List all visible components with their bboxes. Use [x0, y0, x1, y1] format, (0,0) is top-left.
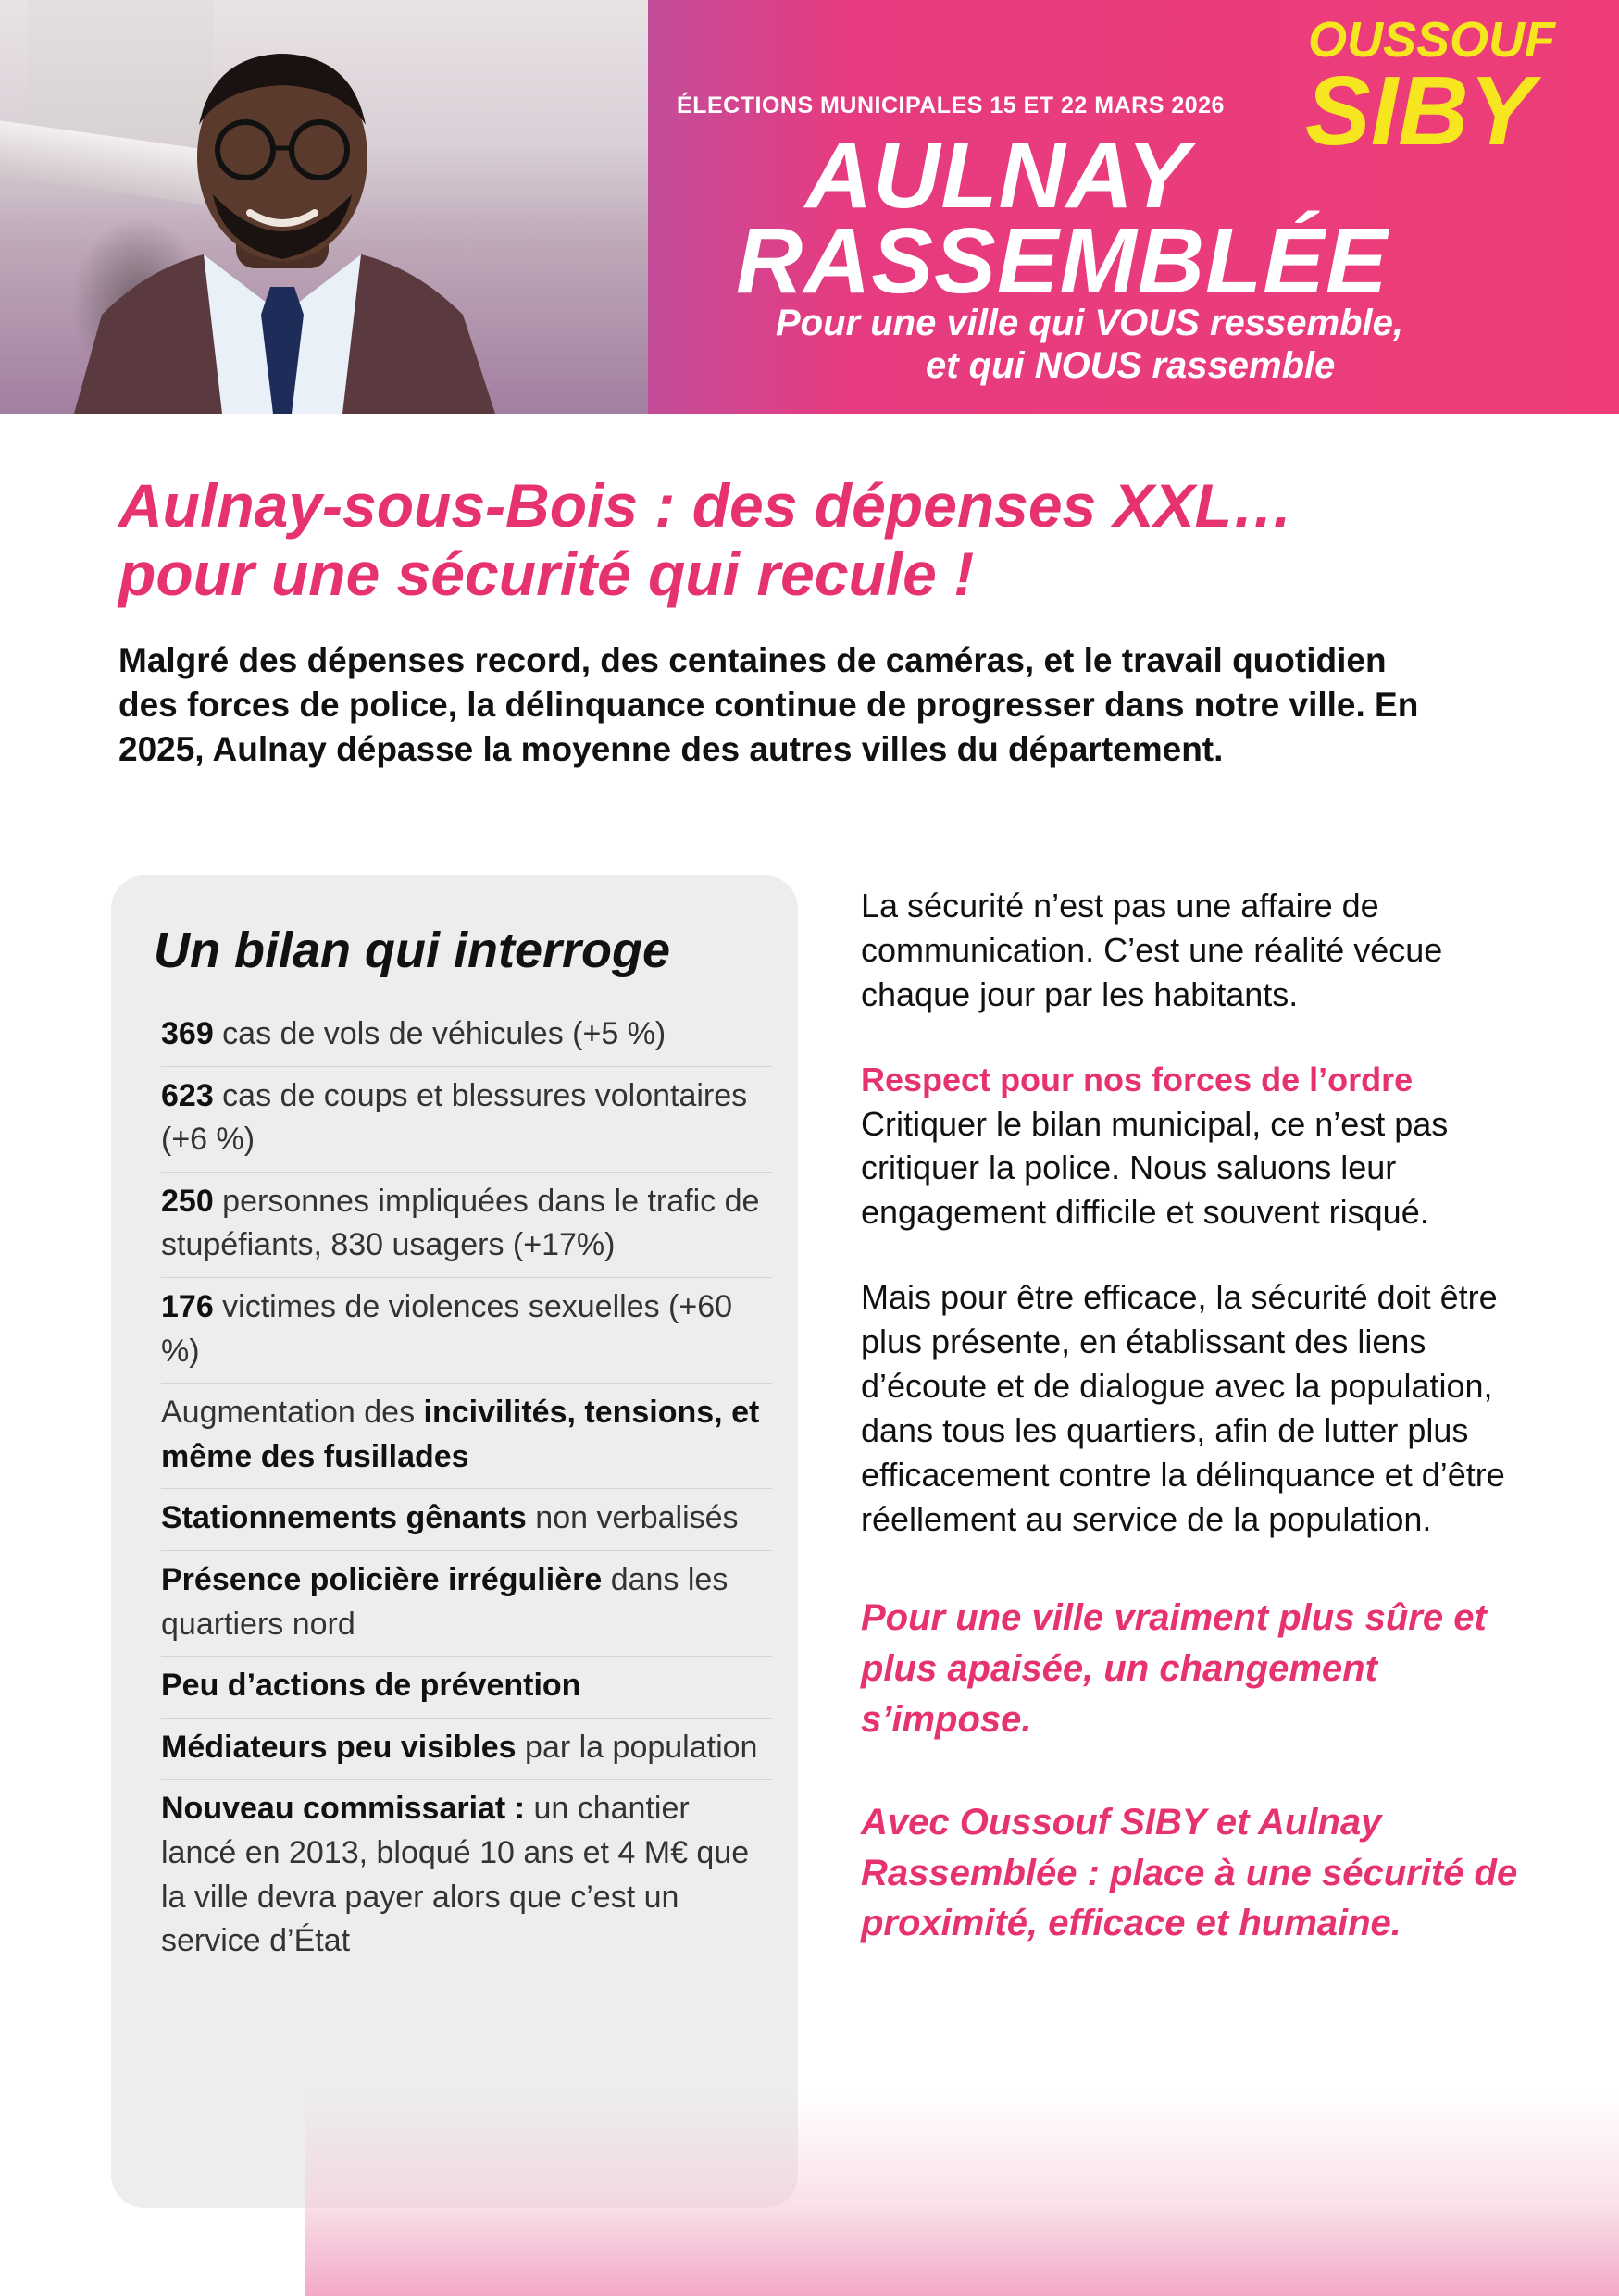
list-item: [161, 1173, 772, 1278]
candidate-lastname: SIBY: [1305, 56, 1535, 166]
list-item: [161, 1551, 772, 1657]
candidate-portrait-icon: [65, 37, 500, 414]
bilan-title: Un bilan qui interroge: [154, 923, 671, 978]
list-item: [161, 1384, 772, 1489]
item-text: non verbalisés: [526, 1500, 739, 1536]
paragraph-respect: [861, 1058, 1527, 1235]
respect-heading: Respect pour nos forces de l’ordre: [861, 1060, 1414, 1098]
respect-text: Critiquer le bilan municipal, ce n’est pas critiquer la police. Nous saluons leur engagement difficile et souvent risqué.: [861, 1104, 1449, 1232]
headline-line2: pour une sécurité qui recule !: [118, 539, 975, 608]
candidate-firstname: OUSSOUF: [1308, 12, 1556, 68]
footer-gradient: [305, 2091, 1619, 2296]
item-text: dans les quartiers nord: [161, 1561, 729, 1642]
item-text: un chantier lancé en 2013, bloqué 10 ans et 4 M€ que la ville devra payer alors que c’est un service d’État: [161, 1791, 750, 1959]
callout-changement: Pour une ville vraiment plus sûre et plus apaisée, un changement s’impose.: [861, 1597, 1487, 1740]
item-strong: 623: [161, 1077, 214, 1113]
callout-proximite: Avec Oussouf SIBY et Aulnay Rassemblée : place à une sécurité de proximité, efficace et humaine.: [861, 1801, 1518, 1944]
item-strong: 176: [161, 1288, 214, 1324]
list-title-line1: AULNAY: [805, 124, 1190, 228]
list-item: [161, 1489, 772, 1551]
item-strong: 369: [161, 1016, 214, 1051]
page-headline: [118, 472, 1507, 609]
election-date-kicker: ÉLECTIONS MUNICIPALES 15 ET 22 MARS 2026: [677, 93, 1225, 118]
right-column: [861, 884, 1527, 1990]
item-text: victimes de violences sexuelles (+60 %): [161, 1288, 733, 1369]
list-item: [161, 1780, 772, 1972]
item-text: cas de vols de véhicules (+5 %): [213, 1016, 666, 1051]
paragraph-communication: La sécurité n’est pas une affaire de communication. C’est une réalité vécue chaque jour par les habitants.: [861, 887, 1443, 1013]
list-item: [161, 1278, 772, 1384]
list-item: [161, 1657, 772, 1719]
item-strong: 250: [161, 1183, 214, 1219]
item-strong: incivilités, tensions, et même des fusillades: [161, 1395, 760, 1474]
paragraph-efficacite: Mais pour être efficace, la sécurité doit être plus présente, en établissant des liens d’écoute et de dialogue avec la population, dans tous les quartiers, afin de lutter plus efficacement contre la délinquance et d’être réellement au service de la population.: [861, 1278, 1505, 1538]
item-strong: Nouveau commissariat :: [161, 1791, 526, 1827]
slogan-line1: Pour une ville qui VOUS ressemble,: [776, 303, 1403, 343]
list-item: [161, 1067, 772, 1173]
bilan-list: [161, 1005, 772, 1973]
slogan-line2: et qui NOUS rassemble: [926, 345, 1336, 386]
headline-line1: Aulnay-sous-Bois : des dépenses XXL…: [118, 471, 1293, 540]
item-strong: Stationnements gênants: [161, 1500, 527, 1536]
list-title-line2: RASSEMBLÉE: [736, 209, 1389, 313]
item-text: cas de coups et blessures volontaires (+6 %): [161, 1077, 748, 1158]
list-item: [161, 1719, 772, 1781]
list-item: [161, 1005, 772, 1067]
header-banner: [0, 0, 1619, 414]
bilan-box: [111, 875, 798, 2208]
item-strong: Médiateurs peu visibles: [161, 1729, 517, 1765]
item-text: Augmentation des: [161, 1395, 424, 1431]
item-text: personnes impliquées dans le trafic de stupéfiants, 830 usagers (+17%): [161, 1183, 760, 1263]
candidate-photo: [0, 0, 648, 414]
item-text: par la population: [516, 1729, 758, 1765]
intro-paragraph: Malgré des dépenses record, des centaines de caméras, et le travail quotidien des forces de police, la délinquance continue de progresser dans notre ville. En 2025, Aulnay dépasse la moyenne des autres villes du département.: [118, 641, 1419, 769]
item-strong: Présence policière irrégulière: [161, 1561, 603, 1597]
item-strong: Peu d’actions de prévention: [161, 1668, 581, 1704]
